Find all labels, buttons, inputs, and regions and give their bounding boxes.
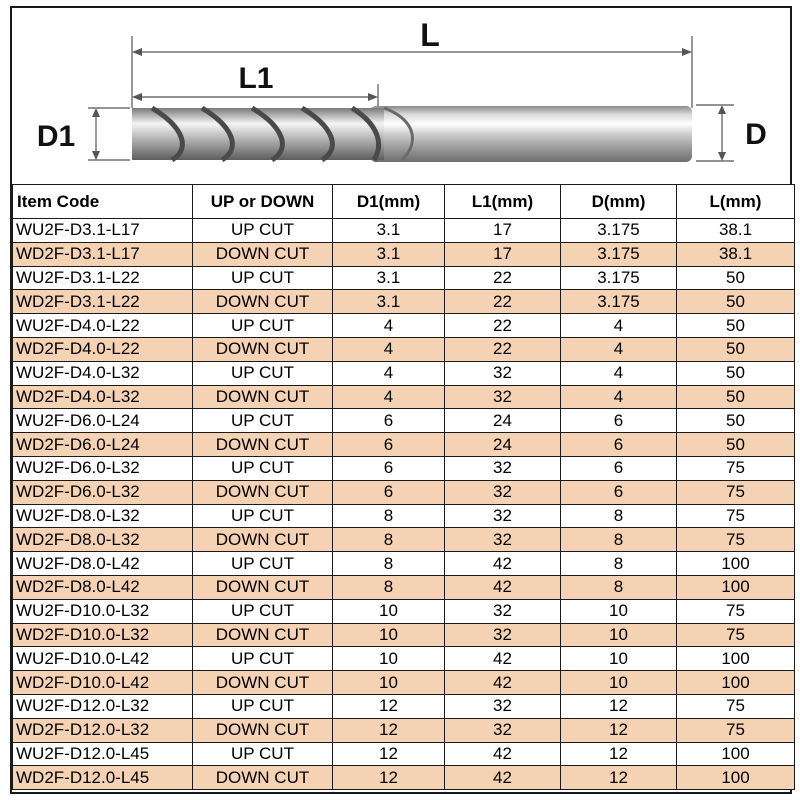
cell-l1: 22	[445, 290, 561, 314]
table-row	[13, 623, 795, 647]
cell-l: 38.1	[677, 219, 795, 243]
cell-cut-direction: UP CUT	[193, 694, 333, 718]
cell-d: 12	[561, 718, 677, 742]
cell-l: 50	[677, 314, 795, 338]
cell-l1: 32	[445, 718, 561, 742]
cell-item-code: WD2F-D6.0-L24	[13, 433, 193, 457]
cell-d1: 3.1	[333, 290, 445, 314]
table-row	[13, 314, 795, 338]
cell-l1: 32	[445, 528, 561, 552]
cell-cut-direction: UP CUT	[193, 266, 333, 290]
cell-cut-direction: DOWN CUT	[193, 337, 333, 361]
cell-item-code: WU2F-D4.0-L32	[13, 361, 193, 385]
cell-item-code: WD2F-D3.1-L17	[13, 242, 193, 266]
cell-cut-direction: UP CUT	[193, 456, 333, 480]
cell-d1: 12	[333, 694, 445, 718]
cell-d1: 3.1	[333, 242, 445, 266]
cell-l: 50	[677, 337, 795, 361]
table-row	[13, 575, 795, 599]
cell-d1: 4	[333, 385, 445, 409]
cell-cut-direction: UP CUT	[193, 361, 333, 385]
cell-d1: 10	[333, 623, 445, 647]
cell-d: 3.175	[561, 242, 677, 266]
cell-l1: 22	[445, 266, 561, 290]
cell-d: 8	[561, 575, 677, 599]
cell-item-code: WU2F-D12.0-L32	[13, 694, 193, 718]
cell-item-code: WU2F-D3.1-L22	[13, 266, 193, 290]
cell-l1: 42	[445, 766, 561, 790]
cell-d: 3.175	[561, 219, 677, 243]
cell-d: 12	[561, 694, 677, 718]
cell-d: 3.175	[561, 266, 677, 290]
cell-l1: 24	[445, 433, 561, 457]
table-row	[13, 766, 795, 790]
header-d1: D1(mm)	[333, 185, 445, 219]
cell-item-code: WD2F-D4.0-L32	[13, 385, 193, 409]
cell-cut-direction: DOWN CUT	[193, 575, 333, 599]
cell-l: 50	[677, 433, 795, 457]
cell-item-code: WU2F-D10.0-L42	[13, 647, 193, 671]
cell-l1: 32	[445, 623, 561, 647]
cell-l: 50	[677, 266, 795, 290]
cell-d1: 4	[333, 314, 445, 338]
cell-cut-direction: DOWN CUT	[193, 385, 333, 409]
label-D1: D1	[36, 120, 76, 153]
label-L1: L1	[238, 62, 274, 95]
cell-d: 10	[561, 647, 677, 671]
cell-item-code: WU2F-D6.0-L32	[13, 456, 193, 480]
cell-l1: 17	[445, 242, 561, 266]
cell-l1: 22	[445, 314, 561, 338]
cell-cut-direction: DOWN CUT	[193, 623, 333, 647]
table-row	[13, 219, 795, 243]
header-item-code: Item Code	[13, 185, 193, 219]
table-row	[13, 528, 795, 552]
cell-l: 100	[677, 742, 795, 766]
cell-l: 75	[677, 504, 795, 528]
cell-item-code: WD2F-D8.0-L32	[13, 528, 193, 552]
cell-d: 8	[561, 504, 677, 528]
cell-l1: 32	[445, 385, 561, 409]
cell-l: 100	[677, 671, 795, 695]
table-row	[13, 671, 795, 695]
cell-cut-direction: UP CUT	[193, 552, 333, 576]
spec-sheet	[10, 6, 792, 794]
cell-d: 4	[561, 337, 677, 361]
cell-item-code: WU2F-D8.0-L32	[13, 504, 193, 528]
cell-d1: 10	[333, 647, 445, 671]
cell-d: 6	[561, 480, 677, 504]
cell-l1: 42	[445, 742, 561, 766]
cell-d: 4	[561, 385, 677, 409]
cell-d1: 6	[333, 409, 445, 433]
cell-d: 4	[561, 314, 677, 338]
cell-d1: 3.1	[333, 266, 445, 290]
cell-item-code: WD2F-D4.0-L22	[13, 337, 193, 361]
cell-item-code: WD2F-D12.0-L45	[13, 766, 193, 790]
table-row	[13, 242, 795, 266]
cell-l1: 42	[445, 575, 561, 599]
cell-d: 4	[561, 361, 677, 385]
cell-item-code: WU2F-D4.0-L22	[13, 314, 193, 338]
cell-d1: 6	[333, 480, 445, 504]
cell-d1: 8	[333, 575, 445, 599]
cell-d: 10	[561, 623, 677, 647]
cell-l1: 22	[445, 337, 561, 361]
cell-cut-direction: UP CUT	[193, 409, 333, 433]
cell-l: 50	[677, 385, 795, 409]
table-row	[13, 552, 795, 576]
cell-d: 12	[561, 766, 677, 790]
cell-cut-direction: DOWN CUT	[193, 718, 333, 742]
cell-l1: 42	[445, 671, 561, 695]
cell-d1: 6	[333, 433, 445, 457]
cell-d: 8	[561, 528, 677, 552]
label-L: L	[420, 17, 440, 53]
cell-l: 75	[677, 718, 795, 742]
cell-l: 50	[677, 409, 795, 433]
table-row	[13, 409, 795, 433]
cell-cut-direction: DOWN CUT	[193, 480, 333, 504]
cell-l1: 32	[445, 694, 561, 718]
cell-d: 6	[561, 433, 677, 457]
cell-d1: 3.1	[333, 219, 445, 243]
label-D: D	[745, 118, 767, 151]
cell-l: 75	[677, 623, 795, 647]
header-d: D(mm)	[561, 185, 677, 219]
cell-l: 100	[677, 647, 795, 671]
cell-d1: 12	[333, 718, 445, 742]
cell-item-code: WU2F-D10.0-L32	[13, 599, 193, 623]
table-row	[13, 647, 795, 671]
cell-l: 50	[677, 290, 795, 314]
table-row	[13, 385, 795, 409]
cell-l: 75	[677, 599, 795, 623]
cell-l: 100	[677, 552, 795, 576]
table-row	[13, 433, 795, 457]
cell-d1: 12	[333, 766, 445, 790]
cell-l1: 32	[445, 599, 561, 623]
cell-cut-direction: DOWN CUT	[193, 671, 333, 695]
cell-l1: 32	[445, 456, 561, 480]
cell-cut-direction: DOWN CUT	[193, 766, 333, 790]
dimension-D1	[88, 108, 130, 160]
cell-item-code: WD2F-D6.0-L32	[13, 480, 193, 504]
cell-d1: 8	[333, 552, 445, 576]
cell-item-code: WD2F-D10.0-L42	[13, 671, 193, 695]
cell-item-code: WU2F-D6.0-L24	[13, 409, 193, 433]
cell-l1: 24	[445, 409, 561, 433]
cell-l1: 32	[445, 480, 561, 504]
table-row	[13, 718, 795, 742]
cell-d1: 10	[333, 599, 445, 623]
cell-l1: 17	[445, 219, 561, 243]
cell-l: 100	[677, 766, 795, 790]
cell-l1: 32	[445, 504, 561, 528]
cell-d: 6	[561, 456, 677, 480]
header-l: L(mm)	[677, 185, 795, 219]
table-body	[13, 219, 795, 790]
table-row	[13, 742, 795, 766]
cell-d: 8	[561, 552, 677, 576]
cell-item-code: WD2F-D3.1-L22	[13, 290, 193, 314]
cell-d: 3.175	[561, 290, 677, 314]
cell-l1: 32	[445, 361, 561, 385]
cell-cut-direction: DOWN CUT	[193, 528, 333, 552]
table-row	[13, 266, 795, 290]
table-row	[13, 456, 795, 480]
cell-l: 38.1	[677, 242, 795, 266]
cell-item-code: WU2F-D3.1-L17	[13, 219, 193, 243]
header-up-or-down: UP or DOWN	[193, 185, 333, 219]
cell-l: 75	[677, 480, 795, 504]
cell-l: 75	[677, 528, 795, 552]
cell-l1: 42	[445, 552, 561, 576]
cell-l1: 42	[445, 647, 561, 671]
cell-cut-direction: UP CUT	[193, 742, 333, 766]
cell-d1: 8	[333, 528, 445, 552]
header-l1: L1(mm)	[445, 185, 561, 219]
specification-table	[12, 184, 795, 790]
cell-d1: 8	[333, 504, 445, 528]
cell-d1: 4	[333, 337, 445, 361]
cell-cut-direction: DOWN CUT	[193, 290, 333, 314]
cell-cut-direction: DOWN CUT	[193, 433, 333, 457]
end-mill-image	[132, 106, 692, 162]
table-row	[13, 337, 795, 361]
cell-d: 6	[561, 409, 677, 433]
cell-cut-direction: UP CUT	[193, 219, 333, 243]
cell-cut-direction: UP CUT	[193, 647, 333, 671]
cell-l: 75	[677, 456, 795, 480]
dimension-L	[132, 22, 692, 108]
table-row	[13, 694, 795, 718]
cell-cut-direction: UP CUT	[193, 504, 333, 528]
table-header-row	[13, 185, 795, 219]
cell-item-code: WD2F-D12.0-L32	[13, 718, 193, 742]
cell-item-code: WU2F-D12.0-L45	[13, 742, 193, 766]
cell-d1: 12	[333, 742, 445, 766]
cell-item-code: WD2F-D8.0-L42	[13, 575, 193, 599]
cell-d1: 10	[333, 671, 445, 695]
cell-l: 75	[677, 694, 795, 718]
cell-cut-direction: UP CUT	[193, 599, 333, 623]
dimension-D	[696, 105, 734, 161]
cell-l: 100	[677, 575, 795, 599]
cell-item-code: WD2F-D10.0-L32	[13, 623, 193, 647]
table-row	[13, 599, 795, 623]
cell-d: 12	[561, 742, 677, 766]
cell-cut-direction: UP CUT	[193, 314, 333, 338]
cell-d1: 6	[333, 456, 445, 480]
cell-d: 10	[561, 671, 677, 695]
cell-d: 10	[561, 599, 677, 623]
table-row	[13, 504, 795, 528]
table-row	[13, 361, 795, 385]
cell-cut-direction: DOWN CUT	[193, 242, 333, 266]
table-row	[13, 480, 795, 504]
cell-item-code: WU2F-D8.0-L42	[13, 552, 193, 576]
end-mill-dimension-diagram	[12, 8, 794, 184]
table-row	[13, 290, 795, 314]
cell-l: 50	[677, 361, 795, 385]
cell-d1: 4	[333, 361, 445, 385]
